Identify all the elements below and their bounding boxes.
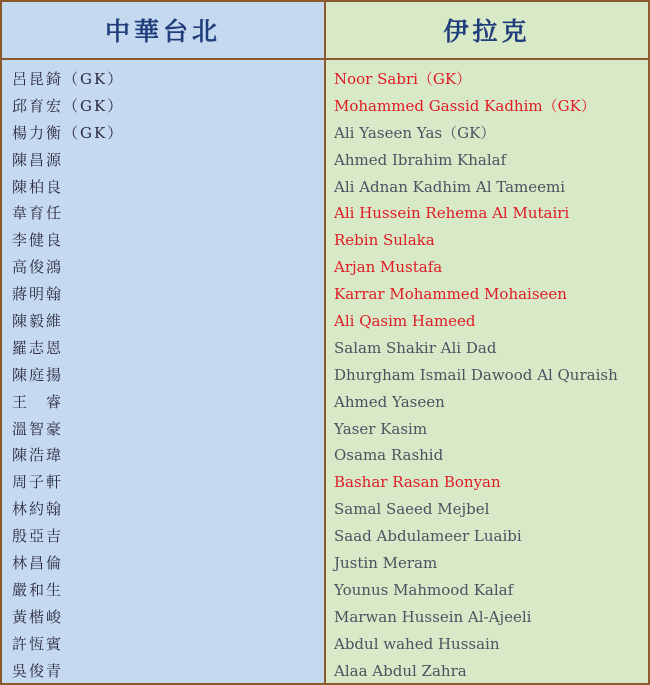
iraq-player-name: Alaa Abdul Zahra xyxy=(334,661,467,680)
chinese-taipei-player-name: 陳毅維 xyxy=(12,312,64,331)
iraq-player-name: Rebin Sulaka xyxy=(334,231,435,250)
iraq-player-name: Noor Sabri（GK） xyxy=(334,70,472,88)
iraq-player-name: Marwan Hussein Al-Ajeeli xyxy=(334,607,532,626)
chinese-taipei-player-name: 呂昆錡（GK） xyxy=(12,70,125,88)
iraq-player-list xyxy=(326,60,648,683)
iraq-player-name: Mohammed Gassid Kadhim（GK） xyxy=(334,96,596,115)
chinese-taipei-player-name: 陳柏良 xyxy=(12,177,64,196)
chinese-taipei-player-name: 吳俊青 xyxy=(12,661,64,680)
chinese-taipei-player-name: 高俊鴻 xyxy=(12,258,64,277)
chinese-taipei-player-name: 陳昌源 xyxy=(12,150,64,169)
iraq-player-name: Saad Abdulameer Luaibi xyxy=(334,527,522,546)
iraq-player-name: Bashar Rasan Bonyan xyxy=(334,473,501,492)
chinese-taipei-player-name: 黃楷峻 xyxy=(12,607,64,626)
iraq-player-name: Ahmed Yaseen xyxy=(334,392,445,411)
iraq-player-name: Karrar Mohammed Mohaiseen xyxy=(334,285,567,304)
chinese-taipei-player-name: 許恆賓 xyxy=(12,634,64,653)
chinese-taipei-player-name: 周子軒 xyxy=(12,473,64,492)
header-chinese-taipei: 中華台北 xyxy=(2,2,324,58)
chinese-taipei-player-name: 嚴和生 xyxy=(12,580,64,599)
chinese-taipei-player-name: 林約翰 xyxy=(12,500,64,519)
iraq-player-name: Salam Shakir Ali Dad xyxy=(334,338,497,357)
iraq-player-name: Yaser Kasim xyxy=(334,419,428,438)
iraq-player-name: Ahmed Ibrahim Khalaf xyxy=(334,150,507,169)
header-iraq: 伊拉克 xyxy=(326,2,648,58)
iraq-player-name: Younus Mahmood Kalaf xyxy=(334,580,514,599)
chinese-taipei-player-name: 陳浩瑋 xyxy=(12,446,64,465)
chinese-taipei-player-name: 林昌倫 xyxy=(12,554,64,573)
iraq-player-name: Ali Yaseen Yas（GK） xyxy=(334,123,496,142)
iraq-player-name: Ali Hussein Rehema Al Mutairi xyxy=(334,204,570,223)
chinese-taipei-player-name: 殷亞吉 xyxy=(12,527,64,546)
chinese-taipei-player-list xyxy=(2,60,324,683)
chinese-taipei-player-name: 李健良 xyxy=(12,231,64,250)
chinese-taipei-player-name: 溫智豪 xyxy=(12,419,64,438)
chinese-taipei-player-name: 楊力衡（GK） xyxy=(12,123,125,142)
iraq-player-name: Samal Saeed Mejbel xyxy=(334,500,490,519)
iraq-player-name: Justin Meram xyxy=(334,554,438,573)
chinese-taipei-player-name: 邱育宏（GK） xyxy=(12,96,125,115)
chinese-taipei-player-name: 陳庭揚 xyxy=(12,365,64,384)
iraq-player-name: Osama Rashid xyxy=(334,446,444,465)
chinese-taipei-player-name: 蔣明翰 xyxy=(12,285,64,304)
iraq-player-name: Arjan Mustafa xyxy=(334,258,443,277)
chinese-taipei-player-name: 韋育任 xyxy=(12,204,64,223)
chinese-taipei-player-name: 羅志恩 xyxy=(12,338,64,357)
iraq-player-name: Abdul wahed Hussain xyxy=(334,634,500,653)
iraq-player-name: Ali Qasim Hameed xyxy=(334,312,476,331)
iraq-player-name: Ali Adnan Kadhim Al Tameemi xyxy=(334,177,566,196)
iraq-player-name: Dhurgham Ismail Dawood Al Quraish xyxy=(334,365,618,384)
chinese-taipei-player-name: 王 睿 xyxy=(12,392,64,411)
